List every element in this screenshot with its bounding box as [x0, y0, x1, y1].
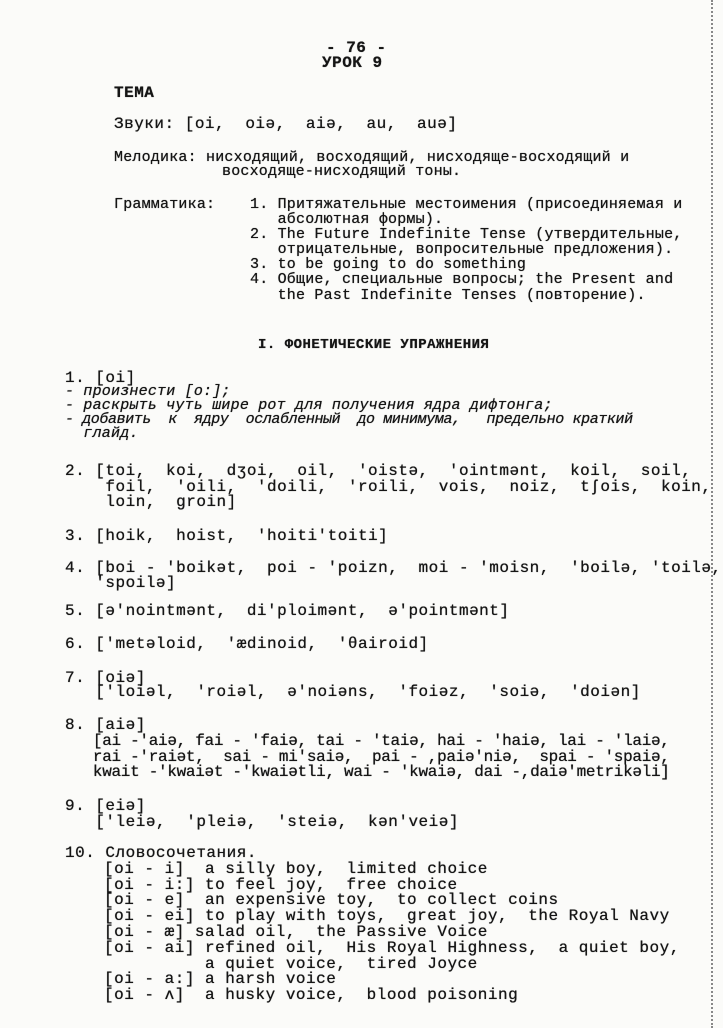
exercise-step: - раскрыть чуть шире рот для получения ядра дифтонга;: [65, 397, 553, 414]
phrase-row: [oi - i:] to feel joy, free choice: [104, 876, 458, 894]
grammar-item: the Past Indefinite Tenses (повторение).: [250, 287, 646, 304]
page-edge-border: [711, 0, 713, 1028]
grammar-label: Грамматика:: [114, 196, 216, 213]
exercise-line: loin, groin]: [65, 493, 237, 511]
exercise-3: 3. [hoik, hoist, 'hoiti'toiti]: [65, 527, 389, 545]
exercise-line: [ai -'aiə, fai - 'faiə, tai - 'taiə, hai - 'haiə, lai - 'laiə,: [65, 732, 670, 750]
exercise-line: 8. [aiə]: [65, 716, 146, 734]
phrase-row: [oi - ei] to play with toys, great joy, the Royal Navy: [104, 907, 670, 925]
exercise-line: ['leiə, 'pleiə, 'steiə, kən'veiə]: [65, 813, 459, 831]
exercise-line: 'spoilə]: [65, 574, 177, 592]
grammar-item: 2. The Future Indefinite Tense (утвердительные,: [250, 226, 683, 243]
exercise-line: ['loiəl, 'roiəl, ə'noiəns, 'foiəz, 'soiə, 'doiən]: [65, 683, 641, 701]
grammar-item: абсолютная формы).: [250, 211, 444, 228]
topic-heading: ТЕМА: [114, 84, 155, 102]
page-number: - 76 -: [326, 39, 387, 57]
exercise-line: 7. [oiə]: [65, 669, 146, 687]
grammar-item: 4. Общие, специальные вопросы; the Present and: [250, 271, 674, 288]
exercise-head: 10. Словосочетания.: [65, 844, 257, 862]
phrase-row: [oi - ʌ] a husky voice, blood poisoning: [104, 986, 519, 1004]
exercise-line: 2. [toi, koi, dʒoi, oil, 'oistə, 'ointmənt, koil, soil,: [65, 462, 692, 480]
exercise-line: kwait -'kwaiət -'kwaiətli, wai - 'kwaiə, dai -,daiə'metrikəli]: [65, 763, 670, 781]
phrase-row: a quiet voice, tired Joyce: [104, 955, 478, 973]
exercise-6: 6. ['metəloid, 'ædinoid, 'θairoid]: [65, 635, 429, 653]
exercise-step: - добавить к ядру ослабленный до минимума, предельно краткий: [65, 411, 633, 428]
exercise-line: 4. [boi - 'boikət, poi - 'poizn, moi - 'moisn, 'boilə, 'toilə,: [65, 559, 722, 577]
grammar-item: отрицательные, вопросительные предложения).: [250, 241, 674, 258]
phrase-row: [oi - a:] a harsh voice: [104, 970, 337, 988]
melody-line: Мелодика: нисходящий, восходящий, нисходяще-восходящий и: [114, 149, 630, 166]
exercise-line: foil, 'oili, 'doili, 'roili, vois, noiz, tʃois, koin,: [65, 478, 712, 496]
grammar-item: 1. Притяжательные местоимения (присоединяемая и: [250, 196, 683, 213]
exercise-line: rai -'raiət, sai - mi'saiə, pai - ,paiə'niə, spai - 'spaiə,: [65, 748, 670, 766]
phrase-row: [oi - e] an expensive toy, to collect coins: [104, 891, 559, 909]
section-heading: I. ФОНЕТИЧЕСКИЕ УПРАЖНЕНИЯ: [258, 337, 490, 353]
sounds-line: Звуки: [oi, oiə, aiə, au, auə]: [114, 115, 458, 133]
phrase-row: [oi - i] a silly boy, limited choice: [104, 860, 488, 878]
exercise-line: 9. [eiə]: [65, 797, 146, 815]
exercise-step: глайд.: [65, 425, 139, 442]
grammar-item: 3. to be going to do something: [250, 256, 527, 273]
exercise-step: - произнести [o:];: [65, 383, 231, 400]
exercise-head: 1. [oi]: [65, 369, 136, 387]
phrase-row: [oi - ai] refined oil, His Royal Highness, a quiet boy,: [104, 939, 680, 957]
lesson-title: УРОК 9: [322, 54, 383, 72]
phrase-row: [oi - æ] salad oil, the Passive Voice: [104, 923, 488, 941]
melody-line: восходяще-нисходящий тоны.: [222, 163, 462, 180]
exercise-5: 5. [ə'nointmənt, di'ploimənt, ə'pointmənt]: [65, 602, 510, 620]
